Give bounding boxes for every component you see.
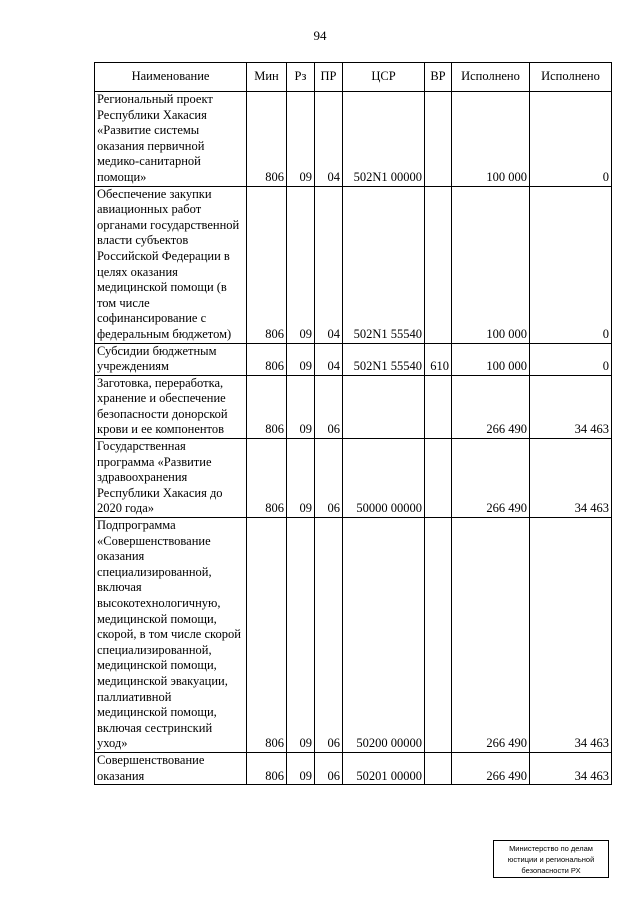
- row-pr: 06: [315, 375, 343, 438]
- row-rz: 09: [287, 518, 315, 753]
- row-ispolneno-2: 0: [530, 186, 612, 343]
- row-ispolneno-1: 100 000: [452, 186, 530, 343]
- row-ispolneno-1: 266 490: [452, 439, 530, 518]
- row-csr: [343, 375, 425, 438]
- table-row: [95, 752, 612, 784]
- row-vr: [425, 518, 452, 753]
- row-min: 806: [247, 439, 287, 518]
- row-rz: 09: [287, 92, 315, 187]
- row-name: Региональный проект Республики Хакасия «Развитие системы оказания первичной медико-санитарной помощи»: [95, 92, 247, 187]
- stamp-line: юстиции и региональной: [507, 855, 595, 864]
- row-ispolneno-2: 34 463: [530, 375, 612, 438]
- table-row: [95, 375, 612, 438]
- row-rz: 09: [287, 439, 315, 518]
- row-pr: 06: [315, 518, 343, 753]
- row-ispolneno-2: 34 463: [530, 752, 612, 784]
- row-ispolneno-2: 34 463: [530, 518, 612, 753]
- row-min: 806: [247, 518, 287, 753]
- row-csr: 502N1 00000: [343, 92, 425, 187]
- column-header-ispolneno-2: Исполнено: [530, 63, 612, 92]
- column-header-rz: Рз: [287, 63, 315, 92]
- column-header-min: Мин: [247, 63, 287, 92]
- row-rz: 09: [287, 343, 315, 375]
- row-ispolneno-1: 266 490: [452, 752, 530, 784]
- row-vr: [425, 186, 452, 343]
- row-name: Подпрограмма «Совершенствование оказания специализированной, включая высокотехнологичную, медицинской помощи, скорой, в том числе скорой специализированной, медицинской помощи, медицинской эвакуации, паллиативной медицинской помощи, включая сестринский уход»: [95, 518, 247, 753]
- row-min: 806: [247, 92, 287, 187]
- column-header-vr: ВР: [425, 63, 452, 92]
- table-row: [95, 186, 612, 343]
- row-ispolneno-2: 0: [530, 92, 612, 187]
- table-header-row: [95, 63, 612, 92]
- row-rz: 09: [287, 186, 315, 343]
- row-min: 806: [247, 186, 287, 343]
- row-min: 806: [247, 752, 287, 784]
- row-ispolneno-1: 100 000: [452, 343, 530, 375]
- row-pr: 04: [315, 186, 343, 343]
- column-header-name: Наименование: [95, 63, 247, 92]
- row-name: Заготовка, переработка, хранение и обеспечение безопасности донорской крови и ее компонентов: [95, 375, 247, 438]
- row-pr: 06: [315, 752, 343, 784]
- row-vr: [425, 92, 452, 187]
- row-rz: 09: [287, 752, 315, 784]
- table-row: [95, 439, 612, 518]
- table-row: [95, 343, 612, 375]
- row-min: 806: [247, 343, 287, 375]
- row-vr: [425, 439, 452, 518]
- row-name: Обеспечение закупки авиационных работ органами государственной власти субъектов Российской Федерации в целях оказания медицинской помощи (в том числе софинансирование с федеральным бюджетом): [95, 186, 247, 343]
- row-csr: 502N1 55540: [343, 186, 425, 343]
- ministry-stamp: [493, 840, 609, 878]
- table-row: [95, 518, 612, 753]
- column-header-csr: ЦСР: [343, 63, 425, 92]
- row-pr: 04: [315, 92, 343, 187]
- column-header-pr: ПР: [315, 63, 343, 92]
- stamp-line: Министерство по делам: [509, 844, 593, 853]
- row-vr: [425, 375, 452, 438]
- row-rz: 09: [287, 375, 315, 438]
- row-name: Совершенствование оказания: [95, 752, 247, 784]
- row-name: Субсидии бюджетным учреждениям: [95, 343, 247, 375]
- row-ispolneno-1: 266 490: [452, 375, 530, 438]
- row-pr: 04: [315, 343, 343, 375]
- row-vr: [425, 752, 452, 784]
- row-csr: 502N1 55540: [343, 343, 425, 375]
- row-ispolneno-2: 34 463: [530, 439, 612, 518]
- table-row: [95, 92, 612, 187]
- row-csr: 50201 00000: [343, 752, 425, 784]
- row-vr: 610: [425, 343, 452, 375]
- row-csr: 50200 00000: [343, 518, 425, 753]
- stamp-line: безопасности РХ: [521, 866, 581, 875]
- row-pr: 06: [315, 439, 343, 518]
- row-ispolneno-1: 100 000: [452, 92, 530, 187]
- budget-table: [94, 62, 612, 785]
- row-csr: 50000 00000: [343, 439, 425, 518]
- row-ispolneno-1: 266 490: [452, 518, 530, 753]
- column-header-ispolneno-1: Исполнено: [452, 63, 530, 92]
- row-name: Государственная программа «Развитие здравоохранения Республики Хакасия до 2020 года»: [95, 439, 247, 518]
- page-number: 94: [313, 28, 327, 43]
- row-min: 806: [247, 375, 287, 438]
- row-ispolneno-2: 0: [530, 343, 612, 375]
